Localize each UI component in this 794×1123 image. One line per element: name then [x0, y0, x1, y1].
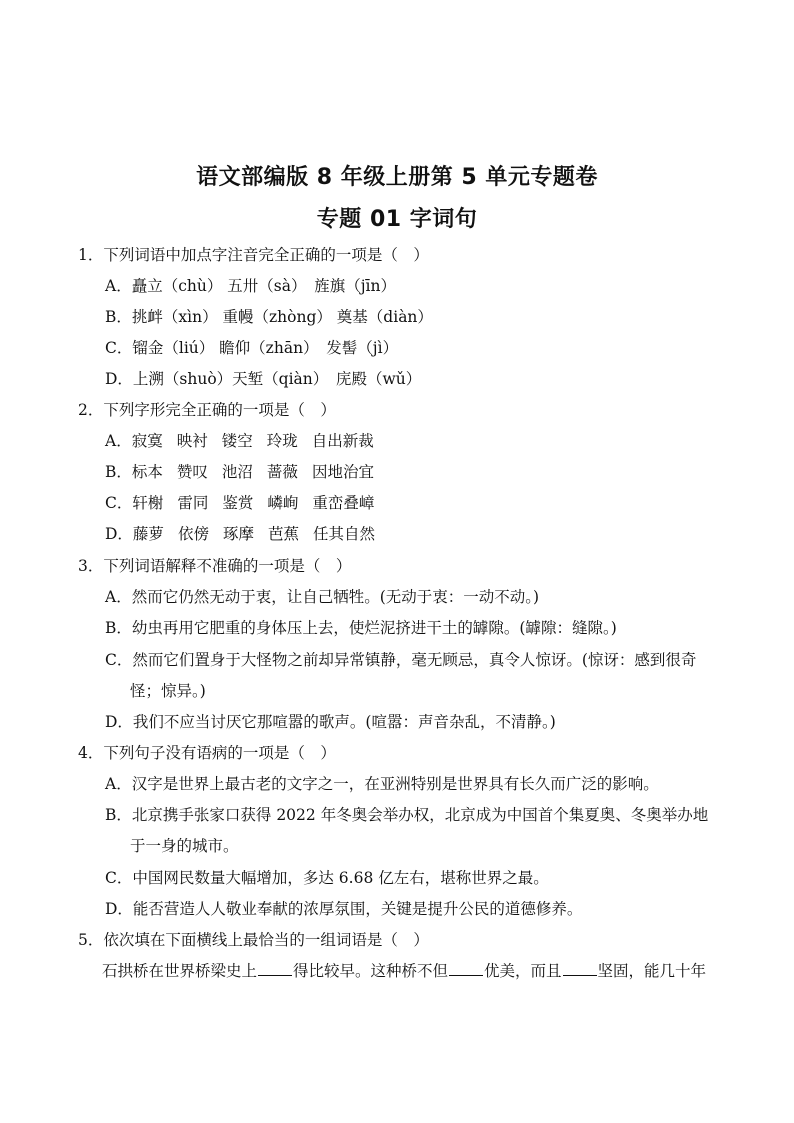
question-4-option-a: A．汉字是世界上最古老的文字之一，在亚洲特别是世界具有长久而广泛的影响。	[105, 775, 659, 793]
question-4-option-b: B．北京携手张家口获得 2022 年冬奥会举办权，北京成为中国首个集夏奥、冬奥举办地	[105, 806, 709, 824]
passage-text: 坚固，能几十年	[597, 962, 707, 980]
question-1-option-a: A．矗立（chù） 五卅（sà） 旌旗（jīn）	[105, 277, 396, 295]
word: 鉴赏	[222, 494, 254, 512]
question-4-stem: 4．下列句子没有语病的一项是（ ）	[78, 744, 336, 762]
question-3-option-d: D．我们不应当讨厌它那喧嚣的歌声。(喧嚣：声音杂乱，不清静。)	[105, 713, 556, 731]
question-3-option-a: A．然而它仍然无动于衷，让自己牺牲。(无动于衷：一动不动。)	[105, 588, 540, 606]
question-2-option-c	[105, 493, 374, 513]
word: 因地治宜	[311, 463, 374, 481]
word: 琢摩	[222, 525, 254, 543]
passage-text: 优美，而且	[484, 962, 562, 980]
word: 嶙峋	[267, 494, 299, 512]
word: C．轩榭	[105, 494, 164, 512]
word: 芭蕉	[267, 525, 299, 543]
question-4-option-d: D．能否营造人人敬业奉献的浓厚氛围，关键是提升公民的道德修养。	[105, 900, 583, 918]
question-1-option-d: D．上溯（shuò）天堑（qiàn） 庑殿（wǔ）	[105, 370, 422, 388]
word: 玲珑	[266, 432, 298, 450]
word: 依傍	[177, 525, 209, 543]
question-5-passage	[102, 961, 706, 981]
question-4-option-b-continued: 于一身的城市。	[130, 837, 239, 855]
passage-text: 石拱桥在世界桥梁史上	[102, 962, 258, 980]
word: 池沼	[221, 463, 253, 481]
word: 任其自然	[312, 525, 375, 543]
word: 赞叹	[176, 463, 208, 481]
answer-blank	[563, 961, 597, 976]
document-subtitle: 专题 01 字词句	[316, 207, 478, 232]
word: 蔷薇	[266, 463, 298, 481]
answer-blank	[258, 961, 292, 976]
question-3-option-c-continued: 怪；惊异。)	[130, 682, 206, 700]
passage-text: 得比较早。这种桥不但	[293, 962, 449, 980]
question-2-option-a	[105, 431, 374, 451]
word: D．藤萝	[105, 525, 164, 543]
word: 雷同	[177, 494, 209, 512]
word: 镂空	[221, 432, 253, 450]
word: 映衬	[176, 432, 208, 450]
question-3-stem: 3．下列词语解释不准确的一项是（ ）	[78, 557, 352, 575]
word: B．标本	[105, 463, 163, 481]
question-2-option-b	[105, 462, 374, 482]
question-1-option-c: C．镏金（liú） 瞻仰（zhān） 发髻（jì）	[105, 339, 399, 357]
document-title: 语文部编版 8 年级上册第 5 单元专题卷	[196, 165, 598, 190]
question-3-option-c: C．然而它们置身于大怪物之前却异常镇静，毫无顾忌，真令人惊讶。(惊讶：感到很奇	[105, 651, 697, 669]
question-2-option-d	[105, 524, 375, 544]
question-4-option-c: C．中国网民数量大幅增加，多达 6.68 亿左右，堪称世界之最。	[105, 869, 549, 887]
question-1-option-b: B．挑衅（xìn） 重幔（zhòng） 奠基（diàn）	[105, 308, 433, 326]
word: A．寂寞	[105, 432, 163, 450]
question-1-stem: 1．下列词语中加点字注音完全正确的一项是（ ）	[78, 246, 429, 264]
word: 自出新裁	[311, 432, 374, 450]
question-5-stem: 5．依次填在下面横线上最恰当的一组词语是（ ）	[78, 931, 429, 949]
word: 重峦叠嶂	[312, 494, 375, 512]
question-3-option-b: B．幼虫再用它肥重的身体压上去，使烂泥挤进干土的罅隙。(罅隙：缝隙。)	[105, 619, 617, 637]
answer-blank	[449, 961, 483, 976]
question-2-stem: 2．下列字形完全正确的一项是（ ）	[78, 401, 336, 419]
